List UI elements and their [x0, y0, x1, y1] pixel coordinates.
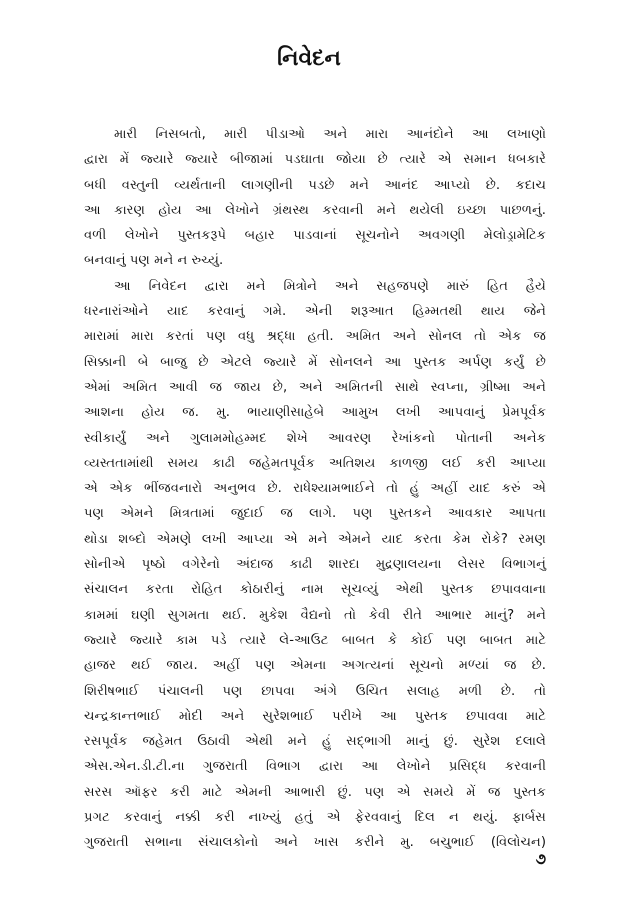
text-line: કામમાં ઘણી સુગમતા થઈ. મુકેશ વૈદ્યનો તો કેવી રીતે આભાર માનું? મને: [84, 607, 546, 623]
text-line: આશના હોય જ. મુ. ભાયાણીસાહેબે આમુખ લખી આપવાનું પ્રેમપૂર્વક: [84, 405, 546, 421]
text-line: સંચાલન કરતા રોહિત કોઠારીનું નામ સૂચવ્યું એથી પુસ્તક છપાવવાના: [84, 582, 546, 598]
text-line: એસ.એન.ડી.ટી.ના ગુજરાતી વિભાગ દ્વારા આ લેખોને પ્રસિદ્ધ કરવાની: [84, 759, 546, 775]
text-line: મારી નિસબતો, મારી પીડાઓ અને મારા આનંદોને આ લખાણો: [114, 127, 546, 142]
text-line: બધી વસ્તુની વ્યર્થતાની લાગણીની પડછે મને આનંદ આપ્યો છે. કદાચ: [84, 177, 546, 193]
text-line: શિરીષભાઈ પંચાલની પણ છાપવા અંગે ઉચિત સલાહ મળી છે. તો: [84, 683, 546, 699]
text-line: પણ એમને મિત્રતામાં જુદાઈ જ લાગે. પણ પુસ્તકને આવકાર આપતા: [84, 506, 546, 522]
paragraph: [84, 122, 546, 274]
text-line: સિક્કાની બે બાજુ છે એટલે જ્યારે મેં સોનલને આ પુસ્તક અર્પણ કર્યું છે: [84, 354, 546, 370]
text-line: સોનીએ પૃષ્ઠો વગેરેનો અંદાજ કાઢી શારદા મુદ્રણાલયના લેસર વિભાગનું: [84, 557, 546, 573]
text-line: વળી લેખોને પુસ્તકરૂપે બહાર પાડવાનાં સૂચનોને અવગણી મેલોડ્રામેટિક: [84, 228, 546, 244]
text-line: મારામાં મારા કરતાં પણ વધુ શ્રદ્ધા હતી. અમિત અને સોનલ તો એક જ: [84, 329, 546, 345]
text-line: દ્વારા મેં જ્યારે જ્યારે બીજામાં પડઘાતા જોયા છે ત્યારે એ સમાન ધબકારે: [84, 152, 546, 168]
text-line: એ એક ભીંજવનારો અનુભવ છે. રાધેશ્યામભાઈને તો હું અહીં યાદ કરું એ: [84, 481, 546, 497]
text-line: બનવાનું પણ મને ન રુચ્યું.: [84, 253, 224, 269]
text-line: સ્વીકાર્યું અને ગુલામમોહમ્મદ શેખે આવરણ રેખાંકનો પોતાની અનેક: [84, 430, 546, 446]
paragraph: [84, 274, 546, 856]
text-line: પ્રગટ કરવાનું નક્કી કરી નાખ્યું હતું એ ફેરવવાનું દિલ ન થયું. ફાર્બસ: [84, 810, 546, 826]
text-line: ચન્દ્રકાન્તભાઈ મોદી અને સુરેશભાઈ પરીખે આ પુસ્તક છપાવવા માટે: [84, 708, 546, 724]
text-line: જ્યારે જ્યારે કામ પડે ત્યારે લે-આઉટ બાબત કે કોઈ પણ બાબત માટે: [84, 632, 546, 648]
body-text: [84, 122, 546, 856]
text-line: ગુજરાતી સભાના સંચાલકોનો અને ખાસ કરીને મુ. બચુભાઈ (વિલોચન): [84, 835, 546, 851]
text-line: રસપૂર્વક જહેમત ઉઠાવી એથી મને હું સદ્ભાગી માનું છું. સુરેશ દલાલે: [84, 734, 546, 750]
text-line: એમાં અમિત આવી જ જાય છે, અને અમિતની સાથે સ્વપ્ના, ગ્રીષ્મા અને: [84, 379, 546, 395]
text-line: સરસ ઑફર કરી માટે એમની આભારી છું. પણ એ સમયે મેં જ પુસ્તક: [84, 784, 546, 800]
text-line: વ્યસ્તતામાંથી સમય કાઢી જહેમતપૂર્વક અતિશય કાળજી લઈ કરી આપ્યા: [84, 455, 546, 471]
text-line: હાજર થઈ જાય. અહીં પણ એમના અગત્યનાં સૂચનો મળ્યાં જ છે.: [84, 658, 546, 674]
text-line: ધરનારાંઓને યાદ કરવાનું ગમે. એની શરૂઆત હિમ્મતથી થાય જેને: [84, 304, 546, 320]
text-line: આ નિવેદન દ્વારા મને મિત્રોને અને સહજપણે મારું હિત હૈયે: [114, 278, 546, 294]
page-title: નિવેદન: [277, 46, 341, 71]
page-number: ૭: [535, 850, 546, 868]
text-line: આ કારણ હોય આ લેખોને ગ્રંથસ્થ કરવાની મને થયેલી ઇચ્છા પાછળનું.: [84, 202, 546, 218]
text-line: થોડા શબ્દો એમણે લખી આપ્યા એ મને એમને યાદ કરતા કેમ રોકે? રમણ: [84, 531, 546, 547]
